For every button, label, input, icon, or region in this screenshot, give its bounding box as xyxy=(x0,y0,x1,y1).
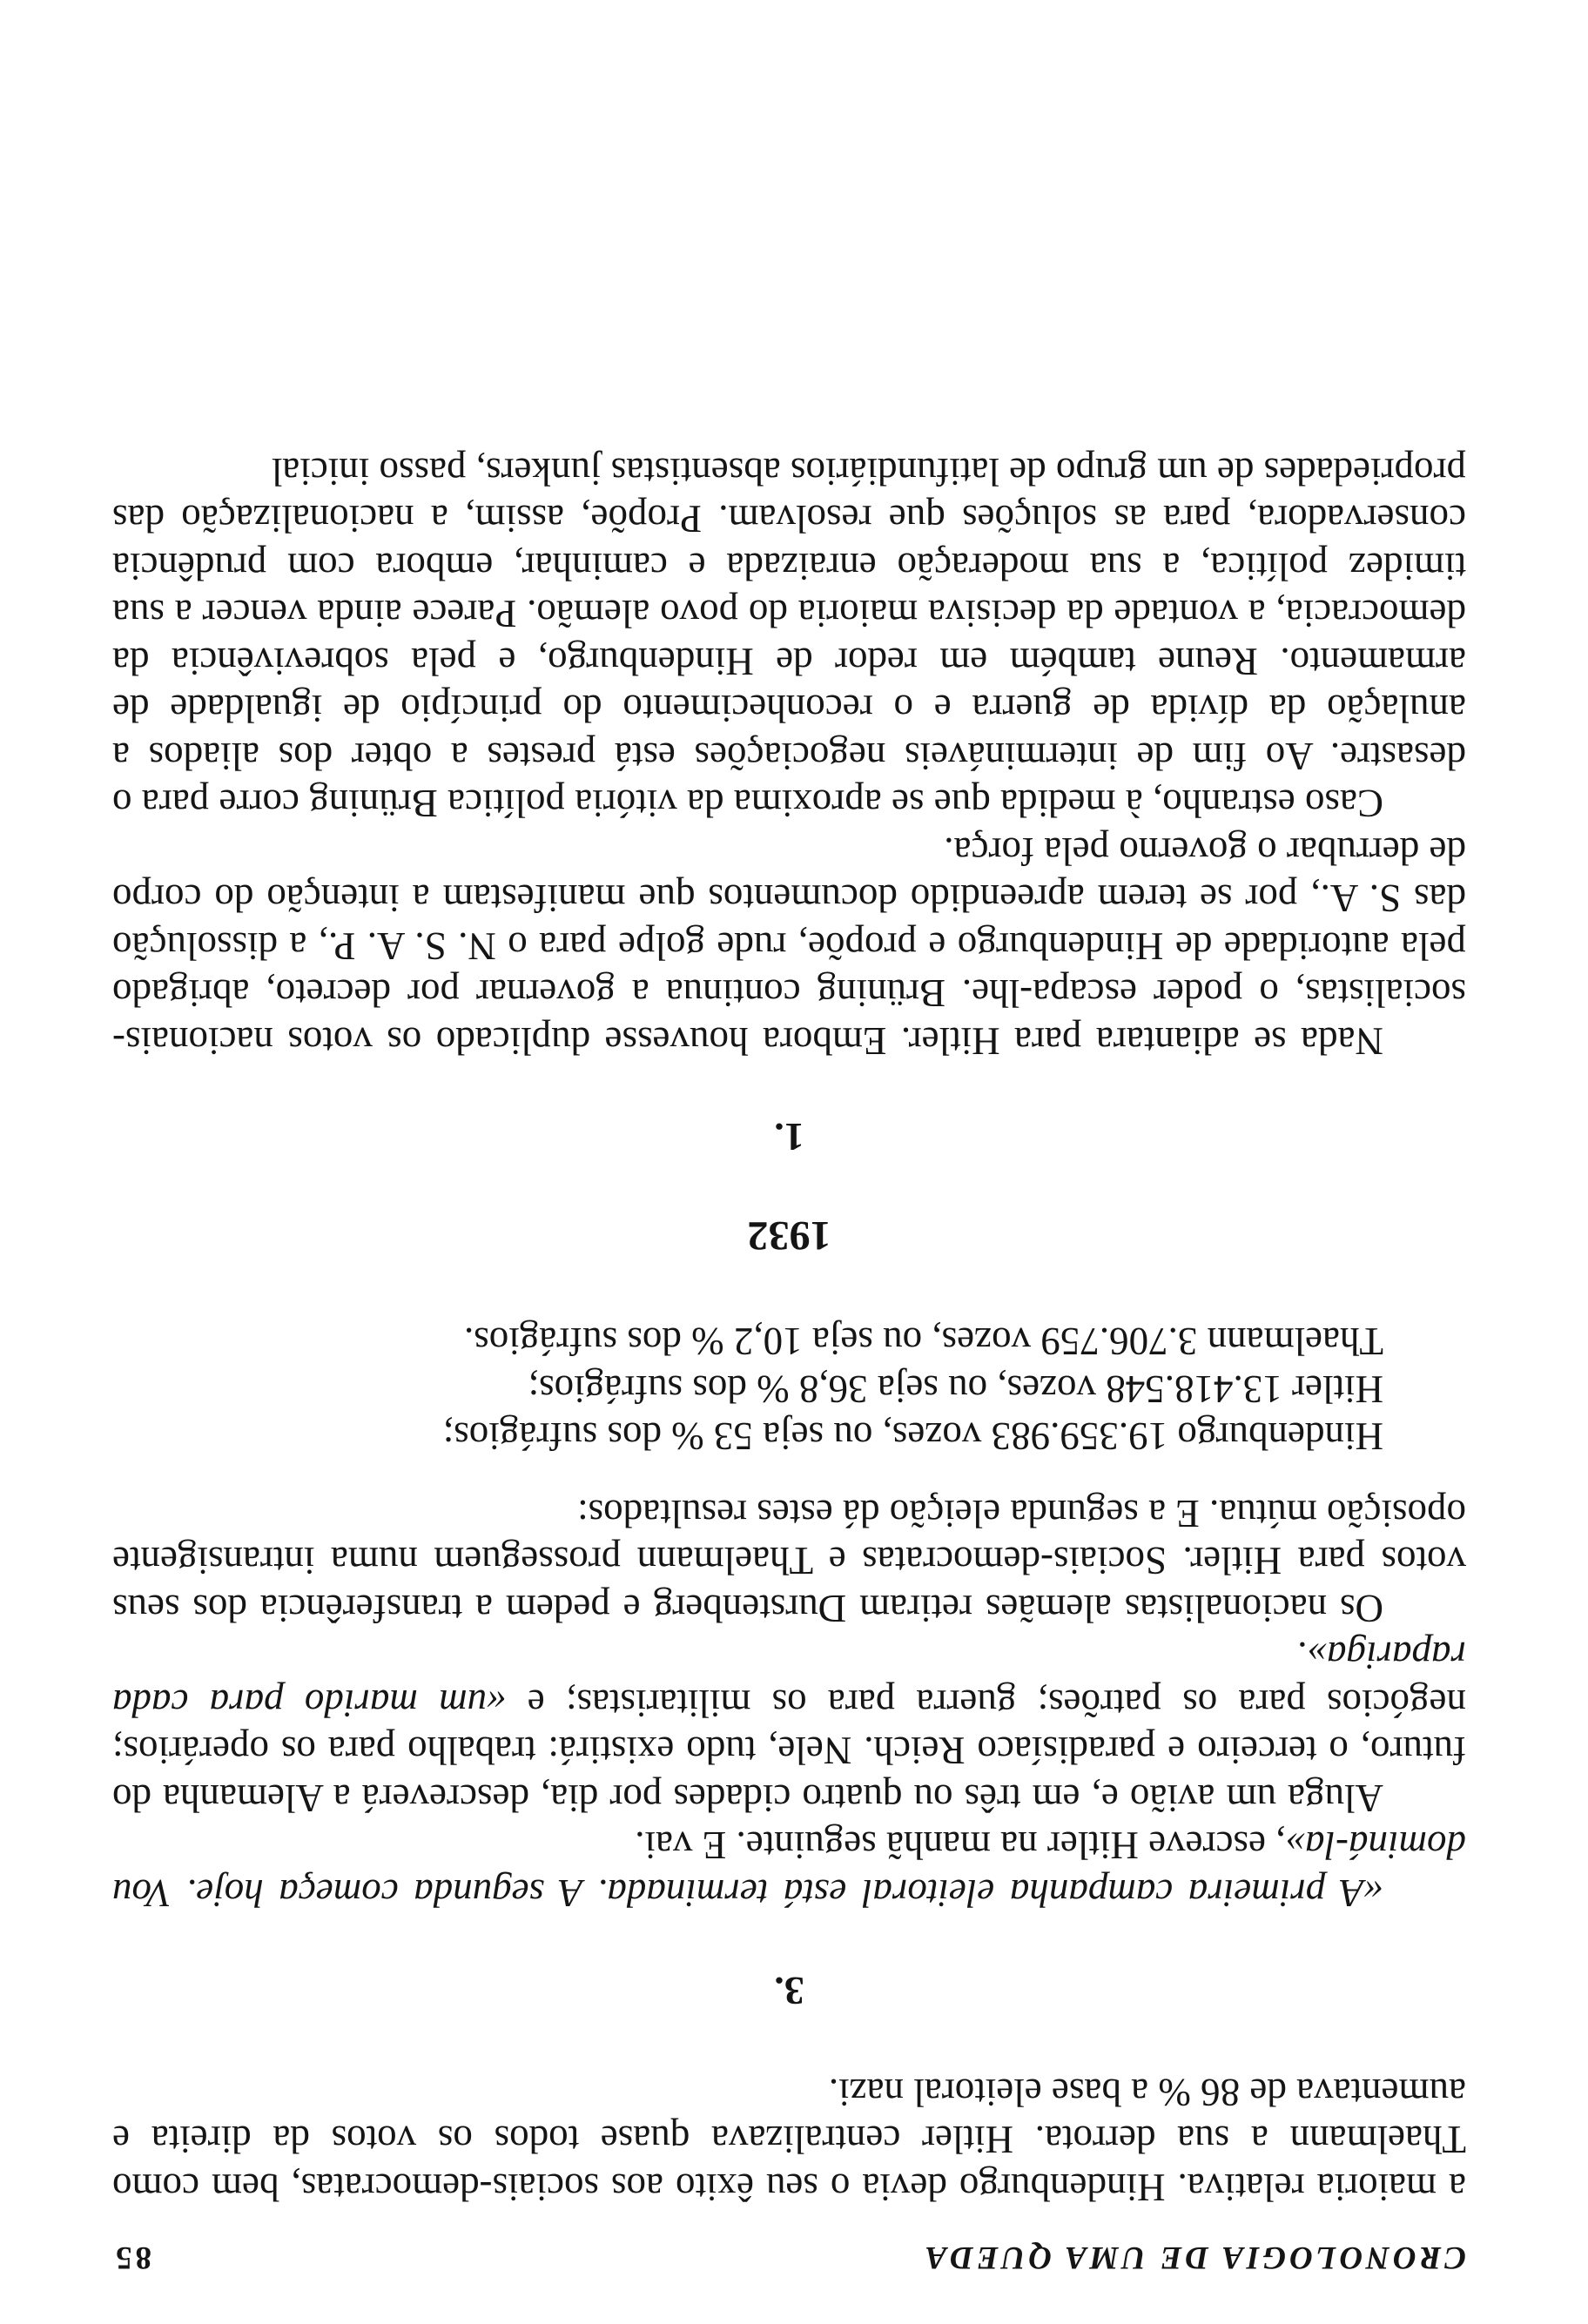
section-3-block xyxy=(112,1917,1466,2069)
section-number-1: 1. xyxy=(774,1115,804,1160)
quote-italic: «A primeira campanha eleitoral está terminada. A segunda começa hoje. Vou dominá-la» xyxy=(112,1824,1466,1915)
running-head-title: CRONOLOGIA DE UMA QUEDA xyxy=(921,2240,1466,2275)
result-hindenburgo: Hindenburgo 19.359.983 vozes, ou seja 53 % dos sufrágios; xyxy=(442,1414,1383,1459)
page-number: 85 xyxy=(112,2240,151,2275)
paragraph-campaign xyxy=(112,1632,1466,1822)
paragraph-bruning-disaster: Caso estranho, à medida que se aproxima da vitória política Brüning corre para o desastre. Ao fim de intermináveis negociações está prestes a obter dos aliados a anulação da dívida de guerra e o reconhecimento do princípio de igualdade de armamento. Reune também em redor de Hindenburgo, e pela sobrevivência da democracia, a vontade da decisiva maioria do povo alemão. Parece ainda vencer a sua timidez política, a sua moderação enraizada e caminhar, embora com prudência conservadora, para as soluções que resolvam. Propõe, assim, a nacionalização das propriedades de um grupo de latifundiários absentistas junkers, passo inicial xyxy=(112,450,1466,826)
campaign-text: Aluga um avião e, em três ou quatro cidades por dia, descreverá a Alemanha do futuro, o terceiro e paradisíaco Reich. Nele, tudo existirá: trabalho para os operários; negócios para os patrões; guerra para os militaristas; e xyxy=(112,1682,1466,1820)
campaign-italic: «um marido para cada rapariga» xyxy=(112,1634,1466,1725)
paragraph-hitler-quote xyxy=(112,1822,1466,1917)
paragraph-nationalists: Os nacionalistas alemães retiram Durstenberg e pedem a transferência dos seus votos para Hitler. Sociais-democratas e Thaelmann prosseguem numa intransigente oposição mútua. E a segunda eleição dá estes resultados: xyxy=(112,1492,1466,1630)
quote-attribution: , escreve Hitler na manhã seguinte. E vai. xyxy=(635,1824,1286,1868)
year-heading: 1932 xyxy=(747,1212,831,1259)
election-results xyxy=(112,1318,1383,1461)
section-1-block xyxy=(112,1065,1466,1212)
result-hitler: Hitler 13.418.548 vozes, ou seja 36,8 % dos sufrágios; xyxy=(528,1367,1383,1411)
paragraph-continuation: a maioria relativa. Hindenburgo devia o seu êxito aos sociais-democratas, bem como Thaelmann a sua derrota. Hitler centralizava quase todos os votos da direita e aumentava de 86 % a base eleitoral nazi. xyxy=(112,2071,1466,2209)
running-head xyxy=(112,2224,1466,2276)
paragraph-bruning-decree: Nada se adiantara para Hitler. Embora houvesse duplicado os votos nacionais-socialistas, o poder escapa-lhe. Brüning continua a governar por decreto, abrigado pela autoridade de Hindenburgo e propõe, rude golpe para o N. S. A. P., a dissolução das S. A., por se terem apreendido documentos que manifestam a intenção do corpo de derrubar o governo pela força. xyxy=(112,830,1466,1063)
result-thaelmann: Thaelmann 3.706.759 vozes, ou seja 10,2 % dos sufrágios. xyxy=(463,1320,1383,1364)
section-number-3: 3. xyxy=(774,1969,804,2014)
campaign-end: . xyxy=(1297,1634,1308,1678)
body-text xyxy=(112,448,1466,2212)
